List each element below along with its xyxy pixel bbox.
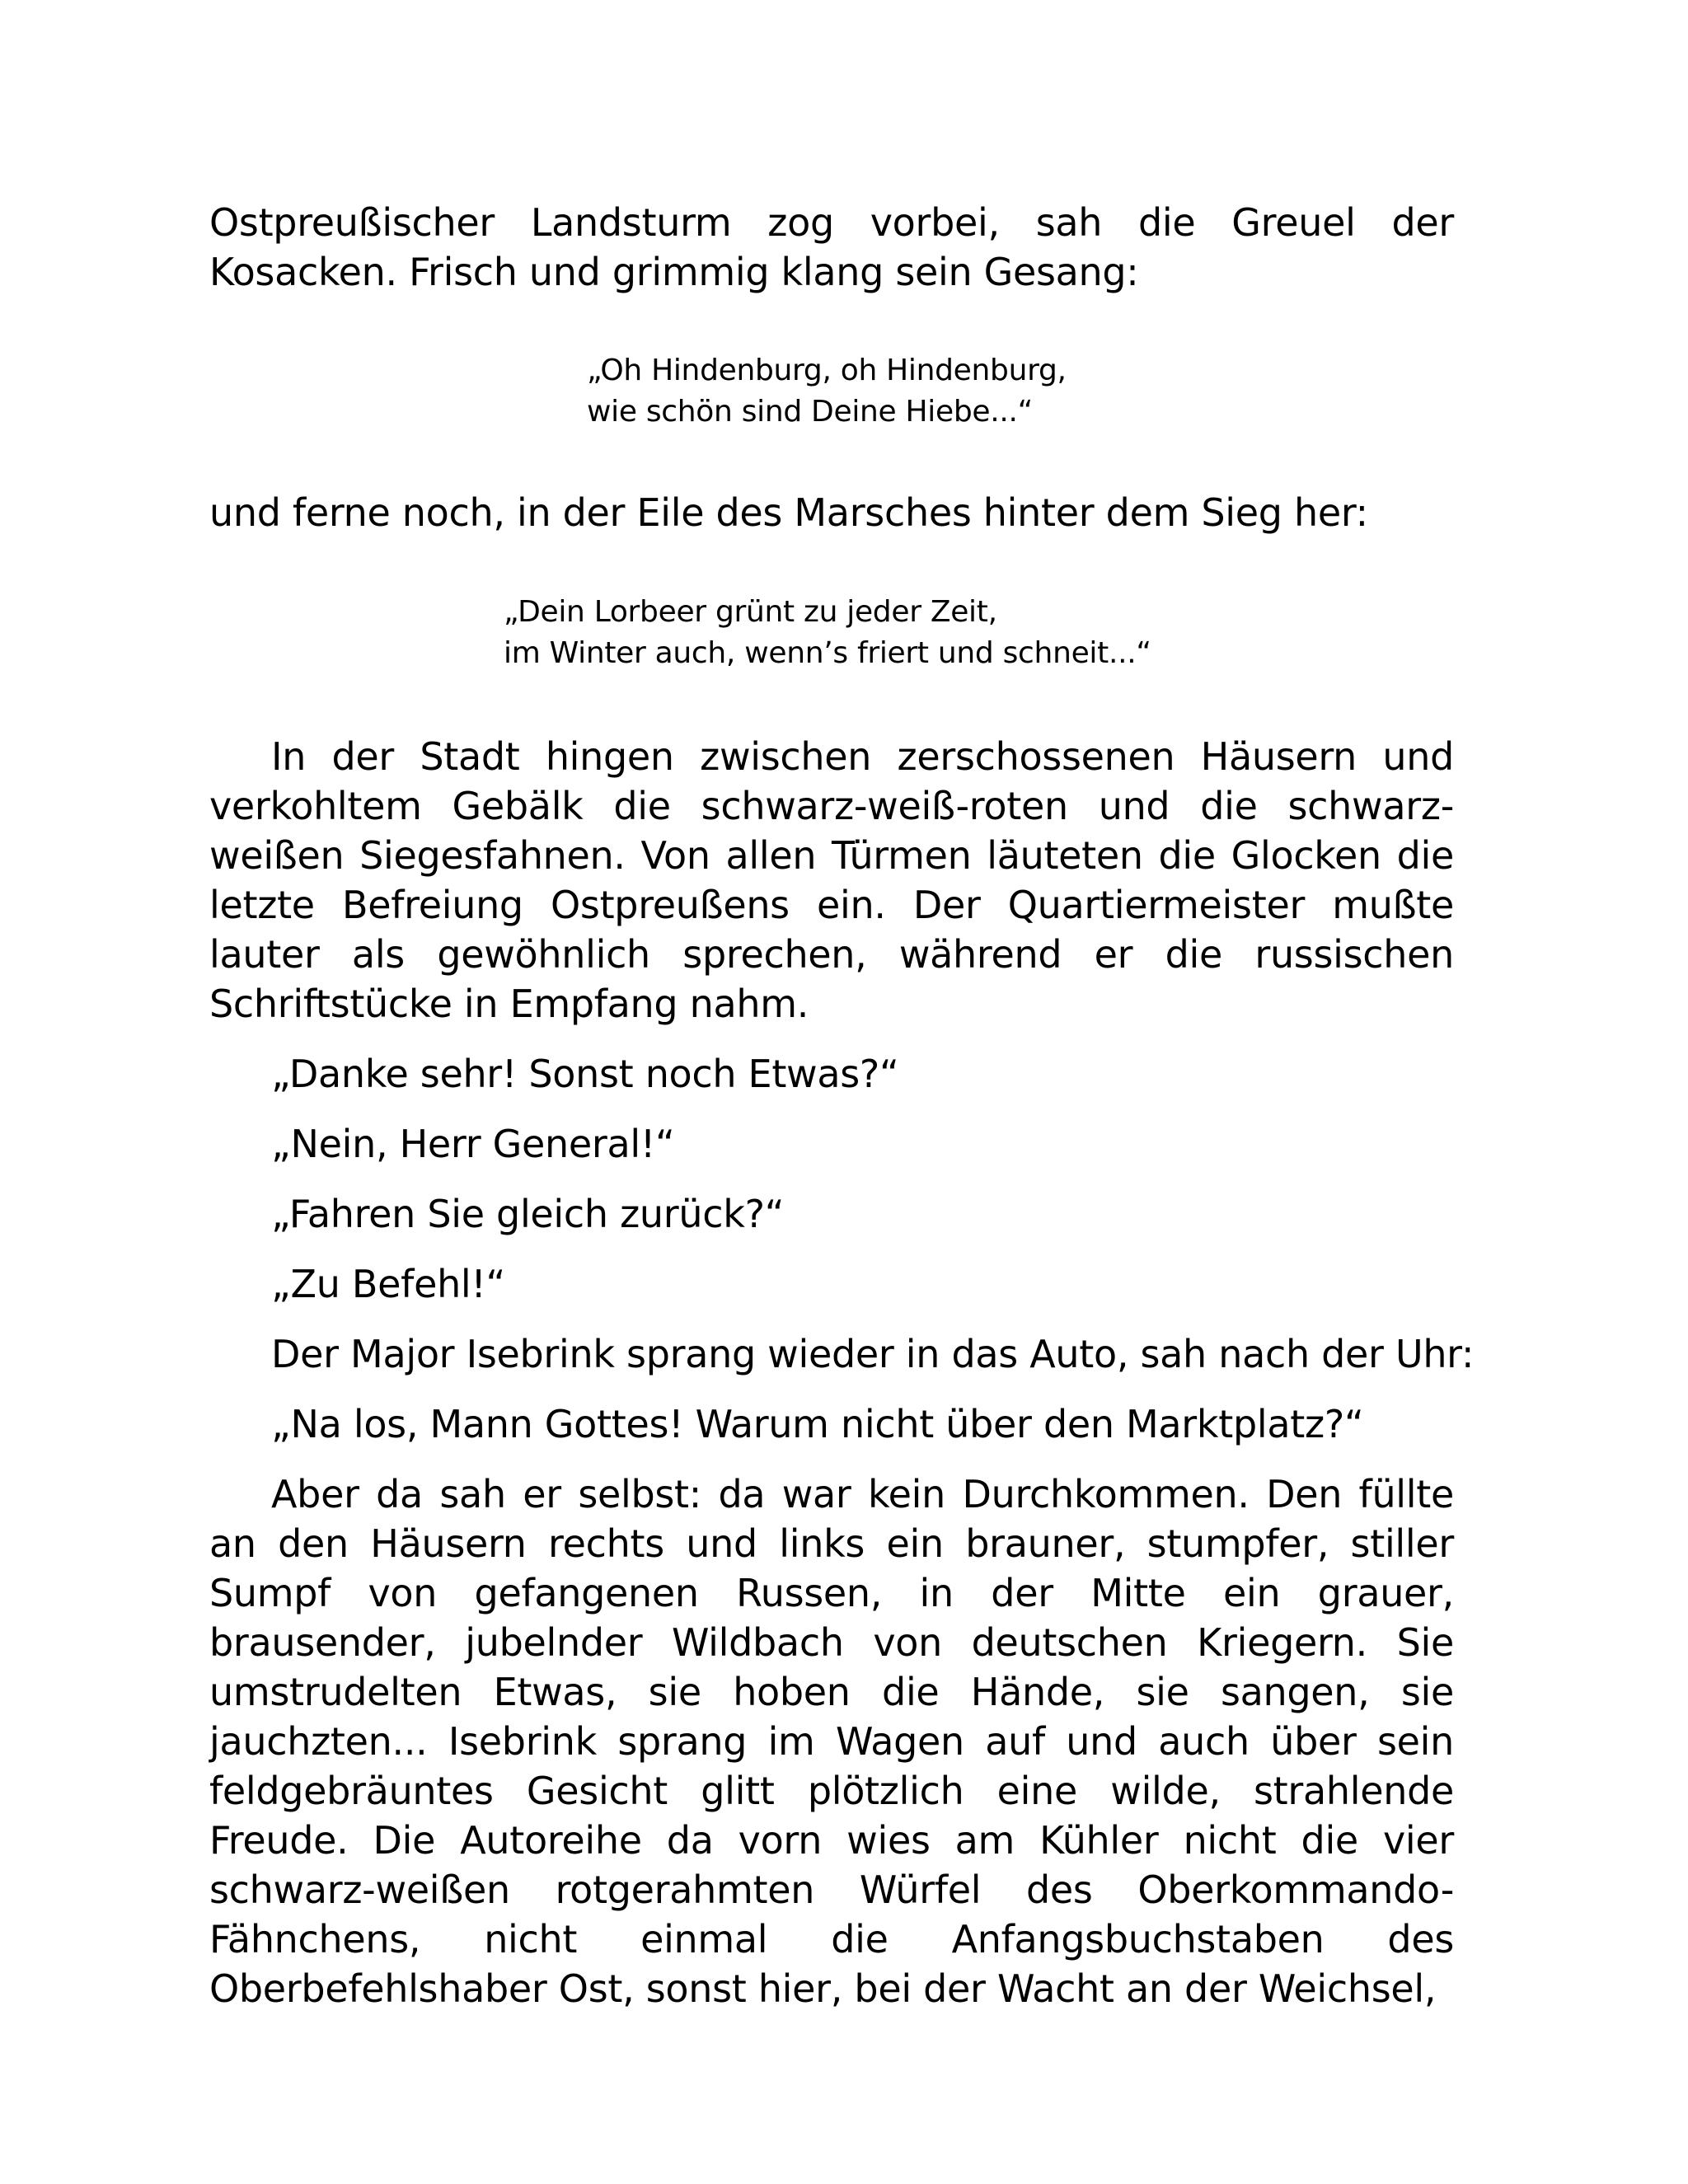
verse-line: im Winter auch, wenn’s friert und schneit...“ [504,636,1151,670]
paragraph-marktplatz: Aber da sah er selbst: da war kein Durchkommen. Den füllte an den Häusern rechts und links ein brauner, stumpfer, stiller Sumpf von gefangenen Russen, in der Mitte ein grauer, brausender, jubelnder Wildbach von deutschen Kriegern. Sie umstrudelten Etwas, sie hoben die Hände, sie sangen, sie jauchzten... Isebrink sprang im Wagen auf und auch über sein feldgebräuntes Gesicht glitt plötzlich eine wilde, strahlende Freude. Die Autoreihe da vorn wies am Kühler nicht die vier schwarz-weißen rotgerahmten Würfel des Oberkommando-Fähnchens, nicht einmal die Anfangsbuchstaben des Oberbefehlshaber Ost, sonst hier, bei der Wacht an der Weichsel, [209,1472,1454,2011]
paragraph-ferne: und ferne noch, in der Eile des Marsches hinter dem Sieg her: [209,490,1368,535]
paragraph-stadt: In der Stadt hingen zwischen zerschossenen Häusern und verkohltem Gebälk die schwarz-weiß-roten und die schwarz-weißen Siegesfahnen. Von allen Türmen läuteten die Glocken die letzte Befreiung Ostpreußens ein. Der Quartiermeister mußte lauter als gewöhnlich sprechen, während er die russischen Schriftstücke in Empfang nahm. [209,734,1454,1026]
paragraph-isebrink: Der Major Isebrink sprang wieder in das Auto, sah nach der Uhr: [271,1332,1475,1376]
dialogue-line: „Na los, Mann Gottes! Warum nicht über den Marktplatz?“ [271,1402,1364,1446]
verse-line: „Dein Lorbeer grünt zu jeder Zeit, [504,595,997,629]
dialogue-line: „Fahren Sie gleich zurück?“ [271,1192,785,1236]
verse-line: wie schön sind Deine Hiebe...“ [587,395,1034,429]
dialogue-line: „Danke sehr! Sonst noch Etwas?“ [271,1052,899,1096]
verse-line: „Oh Hindenburg, oh Hindenburg, [587,354,1067,387]
verse-lorbeer [504,592,1151,674]
dialogue-line: „Zu Befehl!“ [271,1262,506,1306]
paragraph-landsturm: Ostpreußischer Landsturm zog vorbei, sah die Greuel der Kosacken. Frisch und grimmig klang sein Gesang: [209,200,1454,294]
dialogue-line: „Nein, Herr General!“ [271,1122,675,1166]
verse-hindenburg [587,350,1067,433]
